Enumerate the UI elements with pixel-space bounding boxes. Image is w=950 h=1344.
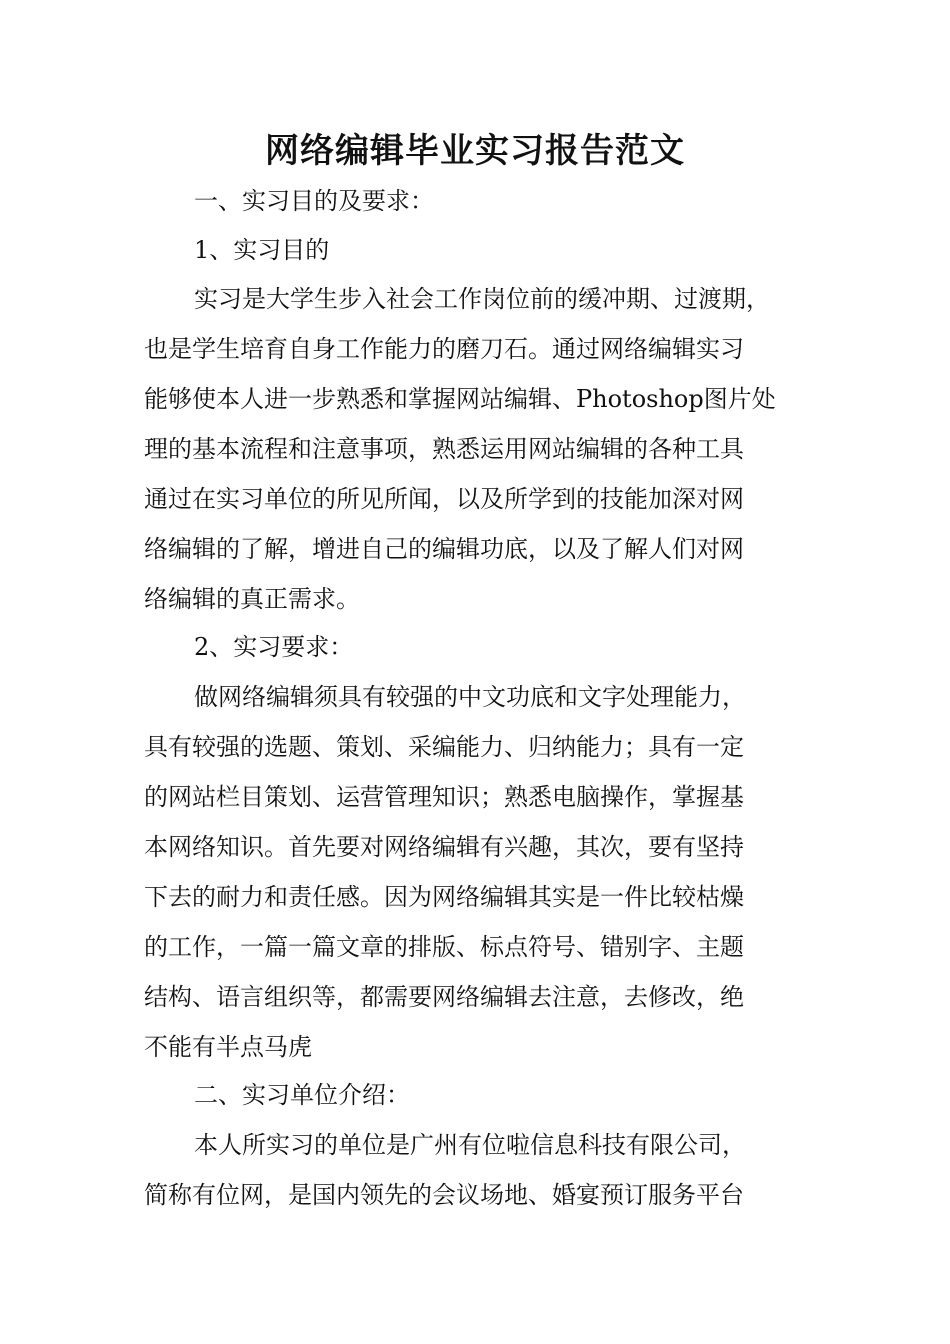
paragraph-line: 络编辑的了解，增进自己的编辑功底，以及了解人们对网: [144, 535, 744, 563]
subheading-requirements: 2、实习要求：: [194, 633, 354, 661]
document-title: 网络编辑毕业实习报告范文: [265, 131, 685, 171]
paragraph-line: 通过在实习单位的所见所闻，以及所学到的技能加深对网: [144, 485, 744, 513]
paragraph-line: 理的基本流程和注意事项，熟悉运用网站编辑的各种工具: [144, 435, 744, 463]
paragraph-line: 实习是大学生步入社会工作岗位前的缓冲期、过渡期，: [194, 285, 770, 313]
paragraph-line: 本人所实习的单位是广州有位啦信息科技有限公司，: [194, 1131, 746, 1159]
paragraph-line: 简称有位网，是国内领先的会议场地、婚宴预订服务平台: [144, 1181, 744, 1209]
paragraph-line: 能够使本人进一步熟悉和掌握网站编辑、Photoshop图片处: [144, 385, 776, 413]
paragraph-line: 做网络编辑须具有较强的中文功底和文字处理能力，: [194, 683, 746, 711]
section-heading-1: 一、实习目的及要求：: [194, 187, 434, 215]
section-heading-2: 二、实习单位介绍：: [194, 1081, 410, 1109]
paragraph-line: 本网络知识。首先要对网络编辑有兴趣，其次，要有坚持: [144, 833, 744, 861]
subheading-purpose: 1、实习目的: [194, 236, 330, 264]
paragraph-line: 具有较强的选题、策划、采编能力、归纳能力；具有一定: [144, 733, 744, 761]
paragraph-line: 的工作，一篇一篇文章的排版、标点符号、错别字、主题: [144, 933, 744, 961]
paragraph-line: 不能有半点马虎: [144, 1033, 312, 1061]
paragraph-line: 也是学生培育自身工作能力的磨刀石。通过网络编辑实习: [144, 335, 744, 363]
paragraph-line: 络编辑的真正需求。: [144, 585, 360, 613]
paragraph-line: 下去的耐力和责任感。因为网络编辑其实是一件比较枯燥: [144, 883, 744, 911]
paragraph-line: 的网站栏目策划、运营管理知识；熟悉电脑操作，掌握基: [144, 783, 744, 811]
paragraph-line: 结构、语言组织等，都需要网络编辑去注意，去修改，绝: [144, 983, 744, 1011]
